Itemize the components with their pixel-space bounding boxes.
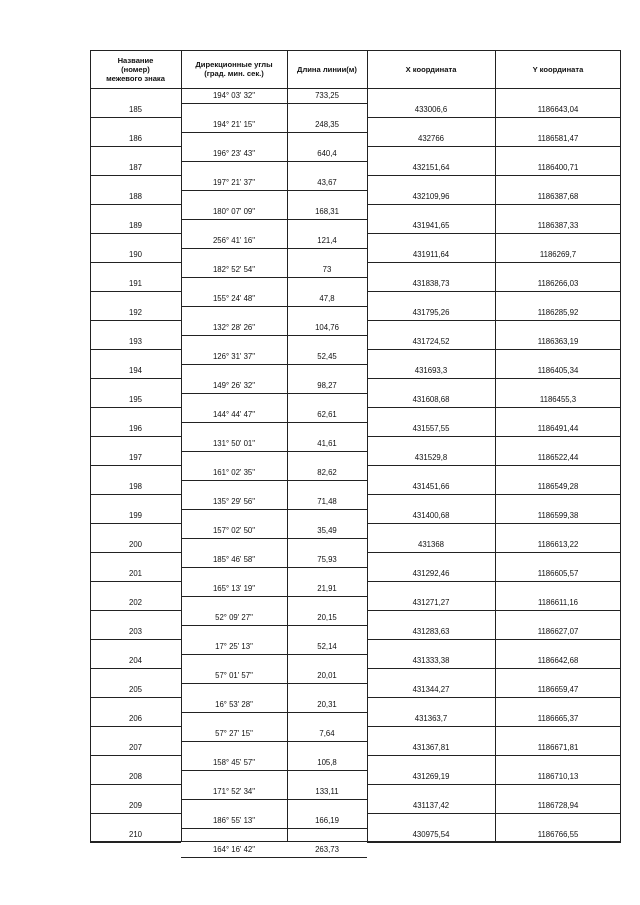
line-length-cell: 52,45 — [317, 351, 337, 361]
segment-rule — [181, 219, 367, 220]
segment-rule — [181, 567, 367, 568]
y-coordinate-cell: 1186766,55 — [537, 830, 579, 839]
x-coordinate-cell: 432151,64 — [412, 163, 450, 172]
segment-rule — [181, 654, 367, 655]
segment-rule — [181, 596, 367, 597]
y-coordinate-cell: 1186491,44 — [537, 424, 579, 433]
point-rule — [90, 726, 181, 727]
point-rule — [367, 320, 621, 321]
boundary-mark-cell: 201 — [128, 569, 142, 578]
x-coordinate-cell: 431724,52 — [412, 337, 450, 346]
boundary-mark-cell: 190 — [128, 250, 142, 259]
boundary-mark-cell: 186 — [128, 134, 142, 143]
x-coordinate-cell: 431911,64 — [412, 250, 450, 259]
boundary-mark-cell: 204 — [128, 656, 142, 665]
x-coordinate-cell: 431795,26 — [412, 308, 450, 317]
direction-angle-cell: 194° 21' 15" — [212, 119, 256, 129]
y-coordinate-cell: 1186387,68 — [537, 192, 579, 201]
point-rule — [90, 378, 181, 379]
segment-rule — [181, 741, 367, 742]
point-rule — [367, 639, 621, 640]
point-rule — [367, 697, 621, 698]
line-length-cell: 75,93 — [317, 554, 337, 564]
point-rule — [367, 465, 621, 466]
x-coordinate-cell: 431557,55 — [412, 424, 450, 433]
line-length-cell: 263,73 — [315, 844, 339, 854]
y-coordinate-cell: 1186363,19 — [537, 337, 579, 346]
x-coordinate-cell: 431608,68 — [412, 395, 450, 404]
segment-rule — [181, 190, 367, 191]
x-coordinate-cell: 431269,19 — [412, 772, 450, 781]
segment-rule — [181, 828, 367, 829]
line-length-cell: 133,11 — [315, 786, 339, 796]
point-rule — [90, 494, 181, 495]
point-rule — [367, 146, 621, 147]
x-coordinate-cell: 431941,65 — [412, 221, 450, 230]
line-length-cell: 41,61 — [317, 438, 337, 448]
point-rule — [90, 668, 181, 669]
x-coordinate-cell: 431451,66 — [412, 482, 450, 491]
point-rule — [367, 552, 621, 553]
direction-angle-cell: 185° 46' 58" — [212, 554, 256, 564]
boundary-mark-cell: 203 — [128, 627, 142, 636]
x-coordinate-cell: 431838,73 — [412, 279, 450, 288]
line-length-cell: 52,14 — [317, 641, 337, 651]
y-coordinate-cell: 1186671,81 — [537, 743, 579, 752]
segment-rule — [181, 248, 367, 249]
x-coordinate-cell: 431693,3 — [414, 366, 448, 375]
direction-angle-cell: 171° 52' 34" — [212, 786, 256, 796]
direction-angle-cell: 157° 02' 50" — [212, 525, 256, 535]
line-length-cell: 168,31 — [315, 206, 339, 216]
direction-angle-cell: 57° 01' 57" — [215, 670, 253, 680]
boundary-mark-cell: 206 — [128, 714, 142, 723]
x-coordinate-cell: 431363,7 — [414, 714, 448, 723]
boundary-mark-cell: 194 — [128, 366, 142, 375]
point-rule — [367, 262, 621, 263]
point-rule — [90, 262, 181, 263]
segment-rule — [181, 306, 367, 307]
point-rule — [90, 639, 181, 640]
x-coordinate-cell: 431271,27 — [412, 598, 450, 607]
point-rule — [367, 523, 621, 524]
direction-angle-cell: 197° 21' 37" — [212, 177, 256, 187]
header-x-coordinate: X координата — [405, 64, 457, 74]
segment-rule — [181, 625, 367, 626]
boundary-mark-cell: 189 — [128, 221, 142, 230]
direction-angle-cell: 17° 25' 13" — [215, 641, 253, 651]
x-coordinate-cell: 432766 — [417, 134, 445, 143]
segment-rule — [181, 364, 367, 365]
y-coordinate-cell: 1186665,37 — [537, 714, 579, 723]
line-length-cell: 7,64 — [319, 728, 335, 738]
segment-rule — [181, 538, 367, 539]
y-coordinate-cell: 1186627,07 — [537, 627, 579, 636]
segment-rule — [181, 712, 367, 713]
boundary-mark-cell: 198 — [128, 482, 142, 491]
y-coordinate-cell: 1186599,38 — [537, 511, 579, 520]
point-rule — [367, 668, 621, 669]
line-length-cell: 21,91 — [317, 583, 337, 593]
boundary-mark-cell: 187 — [128, 163, 142, 172]
point-rule — [367, 291, 621, 292]
boundary-mark-cell: 207 — [128, 743, 142, 752]
point-rule — [90, 117, 181, 118]
y-coordinate-cell: 1186549,28 — [537, 482, 579, 491]
line-length-cell: 20,01 — [317, 670, 337, 680]
x-coordinate-cell: 431344,27 — [412, 685, 450, 694]
boundary-mark-cell: 185 — [128, 105, 142, 114]
header-line-length: Длина линии(м) — [297, 64, 357, 74]
y-coordinate-cell: 1186611,16 — [537, 598, 579, 607]
x-coordinate-cell: 431283,63 — [412, 627, 450, 636]
direction-angle-cell: 132° 28' 26" — [212, 322, 256, 332]
boundary-mark-cell: 188 — [128, 192, 142, 201]
x-coordinate-cell: 431292,46 — [412, 569, 450, 578]
y-coordinate-cell: 1186522,44 — [537, 453, 579, 462]
point-rule — [367, 581, 621, 582]
point-rule — [367, 407, 621, 408]
y-coordinate-cell: 1186659,47 — [537, 685, 579, 694]
point-rule — [367, 610, 621, 611]
direction-angle-cell: 164° 16' 42" — [212, 844, 256, 854]
point-rule — [367, 436, 621, 437]
point-rule — [367, 378, 621, 379]
segment-rule — [181, 683, 367, 684]
direction-angle-cell: 52° 09' 27" — [215, 612, 253, 622]
segment-rule — [181, 393, 367, 394]
point-rule — [90, 610, 181, 611]
boundary-mark-cell: 209 — [128, 801, 142, 810]
y-coordinate-cell: 1186605,57 — [537, 569, 579, 578]
boundary-mark-cell: 193 — [128, 337, 142, 346]
point-rule — [367, 813, 621, 814]
line-length-cell: 121,4 — [317, 235, 337, 245]
direction-angle-cell: 161° 02' 35" — [212, 467, 256, 477]
point-rule — [367, 349, 621, 350]
point-rule — [90, 697, 181, 698]
point-rule — [367, 117, 621, 118]
point-rule — [90, 465, 181, 466]
boundary-mark-cell: 208 — [128, 772, 142, 781]
segment-rule — [181, 451, 367, 452]
boundary-mark-cell: 196 — [128, 424, 142, 433]
direction-angle-cell: 182° 52' 54" — [212, 264, 256, 274]
segment-rule — [181, 480, 367, 481]
direction-angle-cell: 256° 41' 16" — [212, 235, 256, 245]
point-rule — [90, 407, 181, 408]
point-rule — [90, 436, 181, 437]
point-rule — [90, 349, 181, 350]
direction-angle-cell: 16° 53' 28" — [215, 699, 253, 709]
point-rule — [90, 204, 181, 205]
line-length-cell: 35,49 — [317, 525, 337, 535]
direction-angle-cell: 144° 44' 47" — [212, 409, 256, 419]
line-length-cell: 47,8 — [319, 293, 335, 303]
segment-rule — [181, 857, 367, 858]
y-coordinate-cell: 1186387,33 — [537, 221, 579, 230]
direction-angle-cell: 149° 26' 32" — [212, 380, 256, 390]
segment-rule — [181, 277, 367, 278]
line-length-cell: 733,25 — [315, 90, 339, 100]
point-rule — [90, 523, 181, 524]
line-length-cell: 73 — [322, 264, 332, 274]
segment-rule — [181, 509, 367, 510]
boundary-mark-cell: 210 — [128, 830, 142, 839]
direction-angle-cell: 194° 03' 32" — [212, 90, 256, 100]
direction-angle-cell: 135° 29' 56" — [212, 496, 256, 506]
header-mark-name: Название (номер) межевого знака — [106, 55, 165, 83]
y-coordinate-cell: 1186285,92 — [537, 308, 579, 317]
boundary-mark-cell: 199 — [128, 511, 142, 520]
direction-angle-cell: 155° 24' 48" — [212, 293, 256, 303]
header-y-coordinate: Y координата — [532, 64, 584, 74]
x-coordinate-cell: 432109,96 — [412, 192, 450, 201]
x-coordinate-cell: 431137,42 — [412, 801, 450, 810]
y-coordinate-cell: 1186400,71 — [537, 163, 579, 172]
line-length-cell: 98,27 — [317, 380, 337, 390]
point-rule — [367, 784, 621, 785]
point-rule — [90, 755, 181, 756]
line-length-cell: 248,35 — [315, 119, 339, 129]
x-coordinate-cell: 431367,81 — [412, 743, 450, 752]
segment-rule — [181, 799, 367, 800]
segment-rule — [181, 422, 367, 423]
line-length-cell: 105,8 — [317, 757, 337, 767]
y-coordinate-cell: 1186455,3 — [539, 395, 577, 404]
line-length-cell: 43,67 — [317, 177, 337, 187]
segment-rule — [181, 132, 367, 133]
header-direction-angle: Дирекционные углы (град. мин. сек.) — [195, 60, 273, 78]
x-coordinate-cell: 431400,68 — [412, 511, 450, 520]
direction-angle-cell: 57° 27' 15" — [215, 728, 253, 738]
x-coordinate-cell: 433006,6 — [414, 105, 448, 114]
boundary-mark-cell: 200 — [128, 540, 142, 549]
y-coordinate-cell: 1186642,68 — [537, 656, 579, 665]
point-rule — [90, 146, 181, 147]
point-rule — [367, 726, 621, 727]
point-rule — [367, 204, 621, 205]
segment-rule — [181, 770, 367, 771]
y-coordinate-cell: 1186643,04 — [537, 105, 579, 114]
boundary-mark-cell: 205 — [128, 685, 142, 694]
x-coordinate-cell: 431529,8 — [414, 453, 448, 462]
line-length-cell: 104,76 — [315, 322, 339, 332]
point-rule — [90, 784, 181, 785]
y-coordinate-cell: 1186710,13 — [537, 772, 579, 781]
boundary-mark-cell: 202 — [128, 598, 142, 607]
point-rule — [90, 175, 181, 176]
point-rule — [90, 842, 181, 843]
y-coordinate-cell: 1186728,94 — [537, 801, 579, 810]
point-rule — [90, 320, 181, 321]
segment-rule — [181, 103, 367, 104]
point-rule — [90, 291, 181, 292]
point-rule — [367, 175, 621, 176]
y-coordinate-cell: 1186581,47 — [537, 134, 579, 143]
point-rule — [367, 233, 621, 234]
y-coordinate-cell: 1186269,7 — [539, 250, 577, 259]
line-length-cell: 71,48 — [317, 496, 337, 506]
line-length-cell: 82,62 — [317, 467, 337, 477]
line-length-cell: 62,61 — [317, 409, 337, 419]
boundary-mark-cell: 195 — [128, 395, 142, 404]
y-coordinate-cell: 1186405,34 — [537, 366, 579, 375]
segment-rule — [181, 335, 367, 336]
line-length-cell: 20,15 — [317, 612, 337, 622]
x-coordinate-cell: 431333,38 — [412, 656, 450, 665]
y-coordinate-cell: 1186266,03 — [537, 279, 579, 288]
table-border-top — [90, 50, 621, 51]
direction-angle-cell: 196° 23' 43" — [212, 148, 256, 158]
point-rule — [90, 233, 181, 234]
x-coordinate-cell: 431368 — [417, 540, 445, 549]
point-rule — [90, 813, 181, 814]
y-coordinate-cell: 1186613,22 — [537, 540, 579, 549]
direction-angle-cell: 126° 31' 37" — [212, 351, 256, 361]
boundary-mark-cell: 197 — [128, 453, 142, 462]
line-length-cell: 640,4 — [317, 148, 337, 158]
boundary-mark-cell: 192 — [128, 308, 142, 317]
direction-angle-cell: 158° 45' 57" — [212, 757, 256, 767]
point-rule — [90, 552, 181, 553]
point-rule — [367, 755, 621, 756]
x-coordinate-cell: 430975,54 — [412, 830, 450, 839]
point-rule — [367, 842, 621, 843]
boundary-mark-cell: 191 — [128, 279, 142, 288]
boundary-coordinates-table — [90, 50, 621, 854]
segment-rule — [181, 161, 367, 162]
direction-angle-cell: 180° 07' 09" — [212, 206, 256, 216]
direction-angle-cell: 165° 13' 19" — [212, 583, 256, 593]
direction-angle-cell: 131° 50' 01" — [212, 438, 256, 448]
direction-angle-cell: 186° 55' 13" — [212, 815, 256, 825]
line-length-cell: 20,31 — [317, 699, 337, 709]
point-rule — [367, 494, 621, 495]
point-rule — [90, 581, 181, 582]
line-length-cell: 166,19 — [315, 815, 339, 825]
